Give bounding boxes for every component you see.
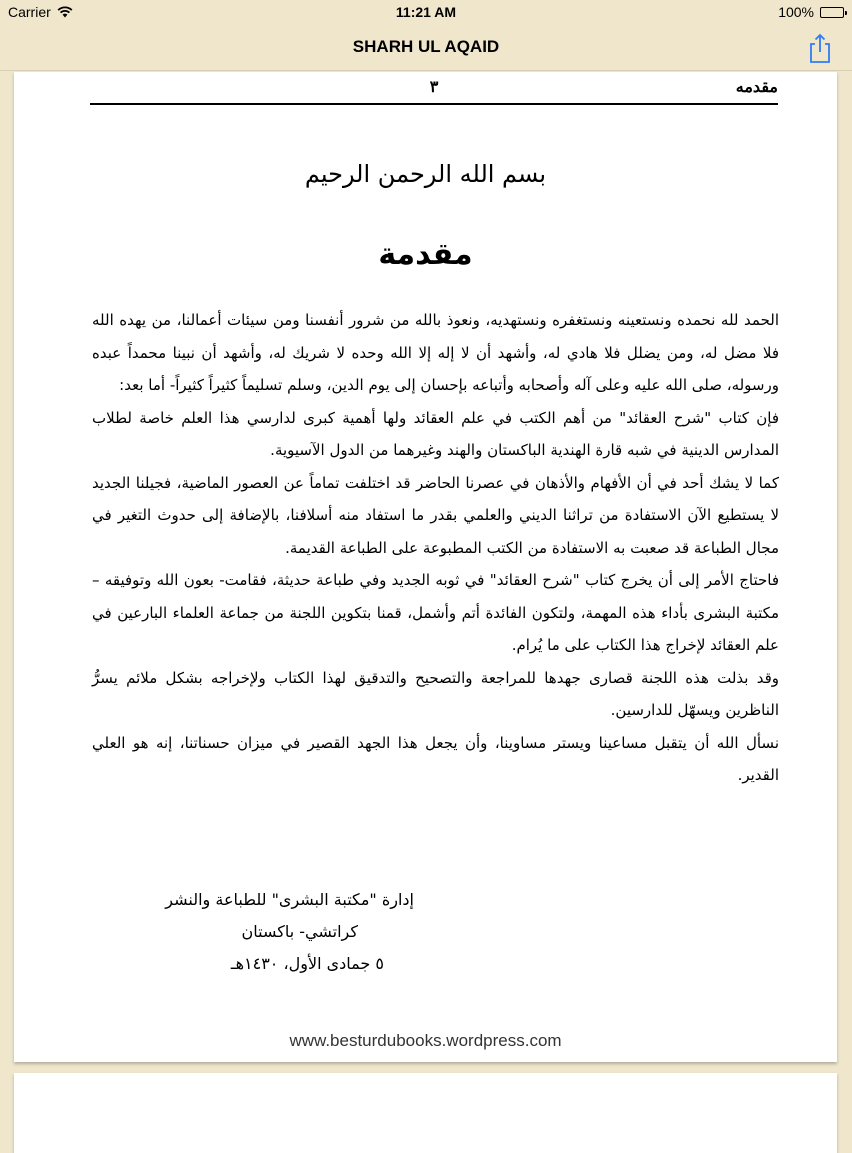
signature-publisher: إدارة "مكتبة البشرى" للطباعة والنشر <box>165 890 414 909</box>
status-time: 11:21 AM <box>395 4 457 20</box>
signature-location: كراتشي- باكستان <box>241 922 358 941</box>
signature-block <box>114 884 414 980</box>
battery-percent: 100% <box>778 4 814 20</box>
footer-url: www.besturdubooks.wordpress.com <box>289 1031 562 1050</box>
page-number: ٣ <box>429 77 439 96</box>
paragraph: كما لا يشك أحد في أن الأفهام والأذهان في عصرنا الحاضر قد اختلفت تماماً عن العصور الماضية، فجيلنا الجديد لا يستطيع الآن الاستفادة من تراثنا الديني والعلمي بقدر ما استفاد منه أسلافنا، بالإضافة إلى حدوث التغير في مجال الطباعة قد صعبت به الاستفادة من الكتب المطبوعة على الطباعة القديمة. <box>92 473 779 557</box>
page-title: مقدمة <box>378 237 473 272</box>
battery-icon <box>820 7 844 18</box>
status-bar <box>0 0 852 24</box>
running-header <box>90 75 778 105</box>
document-page[interactable] <box>14 72 837 1062</box>
nav-title: SHARH UL AQAID <box>352 37 500 56</box>
paragraph: وقد بذلت هذه اللجنة قصارى جهدها للمراجعة والتصحيح والتدقيق لهذا الكتاب ولإخراجه بشكل ملائم يسرُّ الناظرين ويسهّل للدارسين. <box>92 668 779 719</box>
share-button[interactable] <box>806 32 834 64</box>
share-icon <box>806 32 834 64</box>
paragraph: فاحتاج الأمر إلى أن يخرج كتاب "شرح العقائد" في ثوبه الجديد وفي طباعة حديثة، فقامت- بعون الله وتوفيقه – مكتبة البشرى بأداء هذه المهمة، ولتكون الفائدة أتم وأشمل، قمنا بتكوين اللجنة من جماعة العلماء البارعين في علم العقائد لإخراج هذا الكتاب على ما يُرام. <box>92 571 779 654</box>
body-text <box>92 304 779 792</box>
signature-date: ٥ جمادى الأول، ١٤٣٠هـ <box>230 954 384 973</box>
paragraph: الحمد لله نحمده ونستعينه ونستغفره ونستهديه، ونعوذ بالله من شرور أنفسنا ومن سيئات أعمالنا، من يهده الله فلا مضل له، ومن يضلل فلا هادي له، وأشهد أن لا إله إلا الله وحده لا شريك له، وأشهد أن نبينا محمداً عبده ورسوله، صلى الله عليه وعلى آله وأصحابه وأتباعه بإحسان إلى يوم الدين، وسلم تسليماً كثيراً كثيراً- أما بعد: <box>92 311 779 394</box>
status-right <box>778 4 844 20</box>
carrier-label: Carrier <box>8 4 51 20</box>
paragraph: فإن كتاب "شرح العقائد" من أهم الكتب في علم العقائد ولها أهمية كبرى لدارسي هذا العلم خاصة لطلاب المدارس الدينية في شبه قارة الهندية الباكستان والهند وغيرهما من الدول الآسيوية. <box>92 408 779 459</box>
paragraph: نسأل الله أن يتقبل مساعينا ويستر مساوينا، وأن يجعل هذا الجهد القصير في ميزان حسناتنا، إنه هو العلي القدير. <box>92 733 779 784</box>
nav-bar <box>0 24 852 71</box>
running-head-title: مقدمه <box>735 77 778 96</box>
basmala: بسم الله الرحمن الرحيم <box>304 160 547 188</box>
next-page[interactable] <box>14 1073 837 1153</box>
